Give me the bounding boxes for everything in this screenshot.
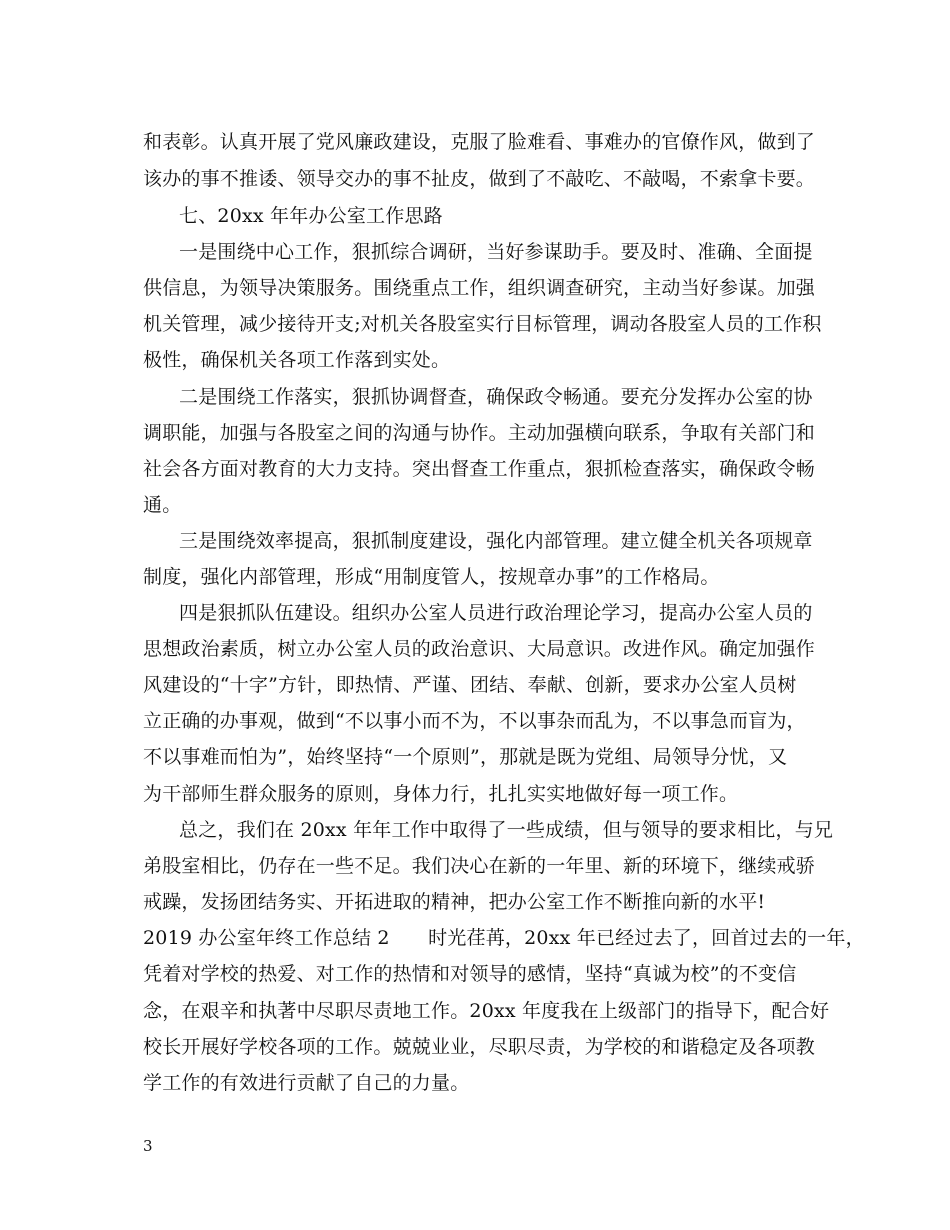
text-line: 供信息，为领导决策服务。围绕重点工作，组织调查研究，主动当好参谋。加强 [143, 277, 816, 299]
text-line: 和表彰。认真开展了党风廉政建设，克服了脸难看、事难办的官僚作风，做到了 [143, 131, 816, 153]
text-line: 制度，强化内部管理，形成“用制度管人，按规章办事”的工作格局。 [143, 566, 720, 588]
text-line: 四是狠抓队伍建设。组织办公室人员进行政治理论学习，提高办公室人员的 [179, 602, 813, 624]
text-line: 一是围绕中心工作，狠抓综合调研，当好参谋助手。要及时、准确、全面提 [179, 241, 813, 263]
text-line: 弟股室相比，仍存在一些不足。我们决心在新的一年里、新的环境下，继续戒骄 [143, 855, 816, 877]
text-line: 极性，确保机关各项工作落到实处。 [143, 349, 451, 371]
text-line: 学工作的有效进行贡献了自己的力量。 [143, 1072, 470, 1094]
text-line: 风建设的“十字”方针，即热情、严谨、团结、奉献、创新，要求办公室人员树 [143, 674, 797, 696]
text-line: 该办的事不推诿、领导交办的事不扯皮，做到了不敲吃、不敲喝，不索拿卡要。 [143, 168, 816, 190]
text-line: 二是围绕工作落实，狠抓协调督查，确保政令畅通。要充分发挥办公室的协 [179, 386, 813, 408]
text-line: 为干部师生群众服务的原则，身体力行，扎扎实实地做好每一项工作。 [143, 783, 739, 805]
text-line: 调职能，加强与各股室之间的沟通与协作。主动加强横向联系，争取有关部门和 [143, 422, 816, 444]
text-line: 2019 办公室年终工作总结 2 时光荏苒，20xx 年已经过去了，回首过去的一年， [143, 927, 865, 949]
page-number: 3 [143, 1137, 153, 1155]
text-line: 不以事难而怕为”，始终坚持“一个原则”，那就是既为党组、局领导分忧，又 [143, 746, 788, 768]
text-line: 立正确的办事观，做到“不以事小而不为，不以事杂而乱为，不以事急而盲为， [143, 710, 806, 732]
text-line: 凭着对学校的热爱、对工作的热情和对领导的感情，坚持“真诚为校”的不变信 [143, 963, 797, 985]
text-line: 三是围绕效率提高，狠抓制度建设，强化内部管理。建立健全机关各项规章 [179, 530, 813, 552]
text-line: 机关管理，减少接待开支;对机关各股室实行目标管理，调动各股室人员的工作积 [143, 313, 822, 335]
section-heading: 七、20xx 年年办公室工作思路 [179, 205, 443, 227]
text-line: 戒躁，发扬团结务实、开拓进取的精神，把办公室工作不断推向新的水平! [143, 891, 766, 913]
text-line: 思想政治素质，树立办公室人员的政治意识、大局意识。改进作风。确定加强作 [143, 638, 816, 660]
text-line: 总之，我们在 20xx 年年工作中取得了一些成绩，但与领导的要求相比，与兄 [179, 819, 834, 841]
text-line: 念，在艰辛和执著中尽职尽责地工作。20xx 年度我在上级部门的指导下，配合好 [143, 1000, 830, 1022]
text-line: 校长开展好学校各项的工作。兢兢业业，尽职尽责，为学校的和谐稳定及各项教 [143, 1036, 816, 1058]
text-line: 社会各方面对教育的大力支持。突出督查工作重点，狠抓检查落实，确保政令畅 [143, 458, 816, 480]
text-line: 通。 [143, 494, 182, 516]
